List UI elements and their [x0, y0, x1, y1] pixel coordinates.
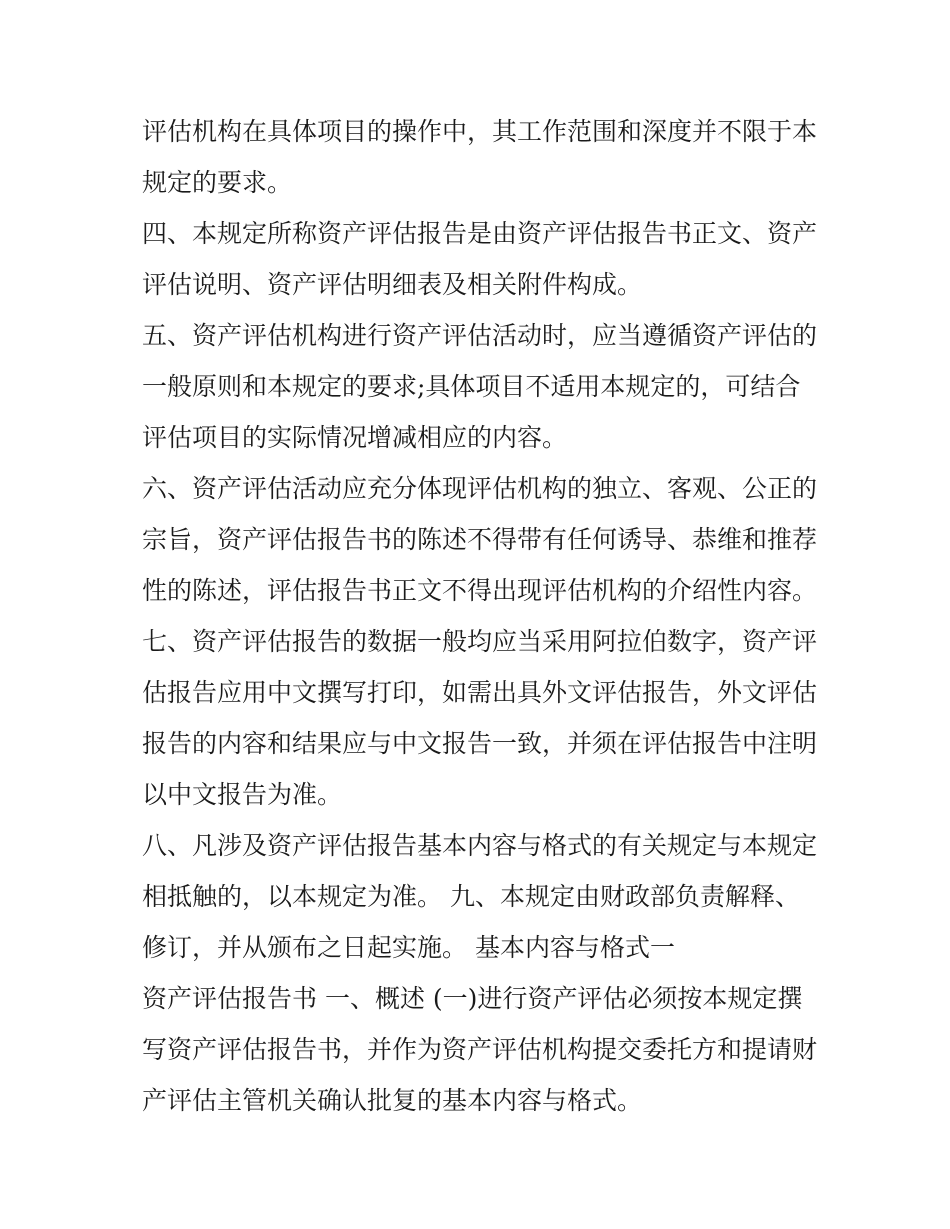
text-line: 评估机构在具体项目的操作中，其工作范围和深度并不限于本: [142, 117, 818, 146]
text-line: 以中文报告为准。: [142, 780, 343, 809]
text-line: 报告的内容和结果应与中文报告一致，并须在评估报告中注明: [142, 729, 818, 758]
text-line: 六、资产评估活动应充分体现评估机构的独立、客观、公正的: [142, 474, 818, 503]
text-line: 一般原则和本规定的要求;具体项目不适用本规定的，可结合: [142, 372, 801, 401]
text-line: 七、资产评估报告的数据一般均应当采用阿拉伯数字，资产评: [142, 627, 818, 656]
text-line: 性的陈述，评估报告书正文不得出现评估机构的介绍性内容。: [142, 576, 818, 605]
text-line: 五、资产评估机构进行资产评估活动时，应当遵循资产评估的: [142, 321, 818, 350]
document-body: [142, 106, 832, 1126]
text-line: 规定的要求。: [142, 168, 293, 197]
text-line: 相抵触的，以本规定为准。 九、本规定由财政部负责解释、: [142, 882, 800, 911]
text-line: 评估项目的实际情况增减相应的内容。: [142, 423, 568, 452]
text-line: 产评估主管机关确认批复的基本内容与格式。: [142, 1086, 643, 1115]
text-line: 估报告应用中文撰写打印，如需出具外文评估报告，外文评估: [142, 678, 818, 707]
text-line: 八、凡涉及资产评估报告基本内容与格式的有关规定与本规定: [142, 831, 818, 860]
text-line: 修订，并从颁布之日起实施。 基本内容与格式一: [142, 933, 675, 962]
text-line: 资产评估报告书 一、概述 (一)进行资产评估必须按本规定撰: [142, 984, 803, 1013]
text-line: 宗旨，资产评估报告书的陈述不得带有任何诱导、恭维和推荐: [142, 525, 818, 554]
text-line: 四、本规定所称资产评估报告是由资产评估报告书正文、资产: [142, 219, 818, 248]
text-line: 评估说明、资产评估明细表及相关附件构成。: [142, 270, 643, 299]
text-line: 写资产评估报告书，并作为资产评估机构提交委托方和提请财: [142, 1035, 818, 1064]
